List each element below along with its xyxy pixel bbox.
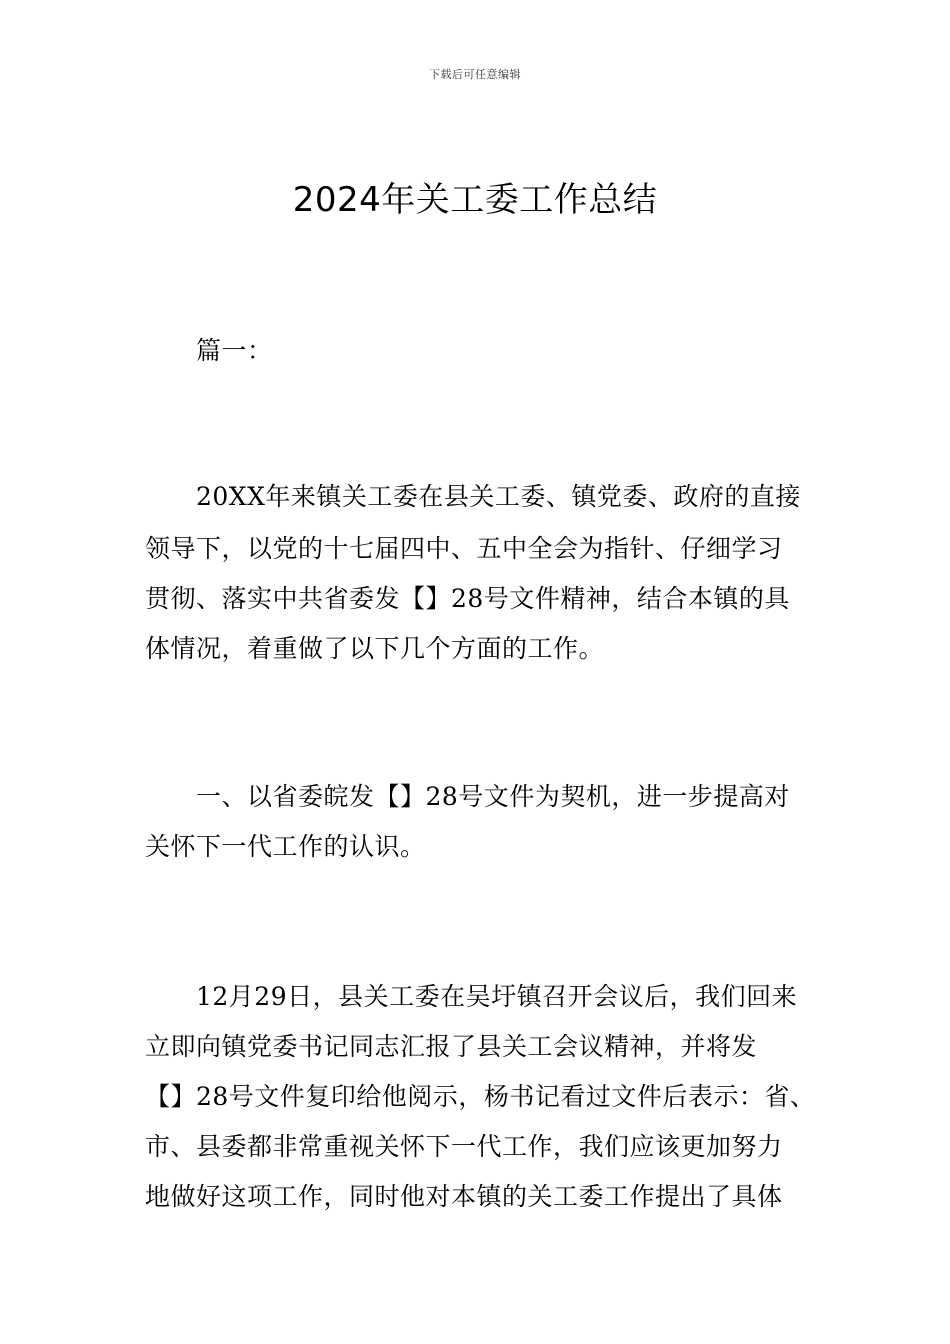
paragraph-line: 领导下，以党的十七届四中、五中全会为指针、仔细学习 (145, 534, 783, 563)
paragraph-line: 体情况，着重做了以下几个方面的工作。 (145, 634, 605, 663)
paragraph-line: 立即向镇党委书记同志汇报了县关工会议精神，并将发 (145, 1032, 758, 1061)
paragraph-line: 贯彻、落实中共省委发【】28号文件精神，结合本镇的具 (145, 584, 790, 613)
header-note: 下载后可任意编辑 (429, 68, 521, 81)
section-label: 篇一： (196, 336, 273, 365)
paragraph-line: 关怀下一代工作的认识。 (145, 832, 426, 861)
paragraph-line: 12月29日，县关工委在吴圩镇召开会议后，我们回来 (196, 982, 798, 1011)
paragraph-line: 【】28号文件复印给他阅示，杨书记看过文件后表示：省、 (145, 1082, 816, 1111)
document-title: 2024年关工委工作总结 (292, 180, 658, 220)
paragraph-line: 市、县委都非常重视关怀下一代工作，我们应该更加努力 (145, 1132, 783, 1161)
paragraph-line: 一、以省委皖发【】28号文件为契机，进一步提高对 (196, 782, 790, 811)
paragraph-line: 20XX年来镇关工委在县关工委、镇党委、政府的直接 (196, 482, 801, 511)
paragraph-line: 地做好这项工作，同时他对本镇的关工委工作提出了具体 (145, 1182, 783, 1211)
